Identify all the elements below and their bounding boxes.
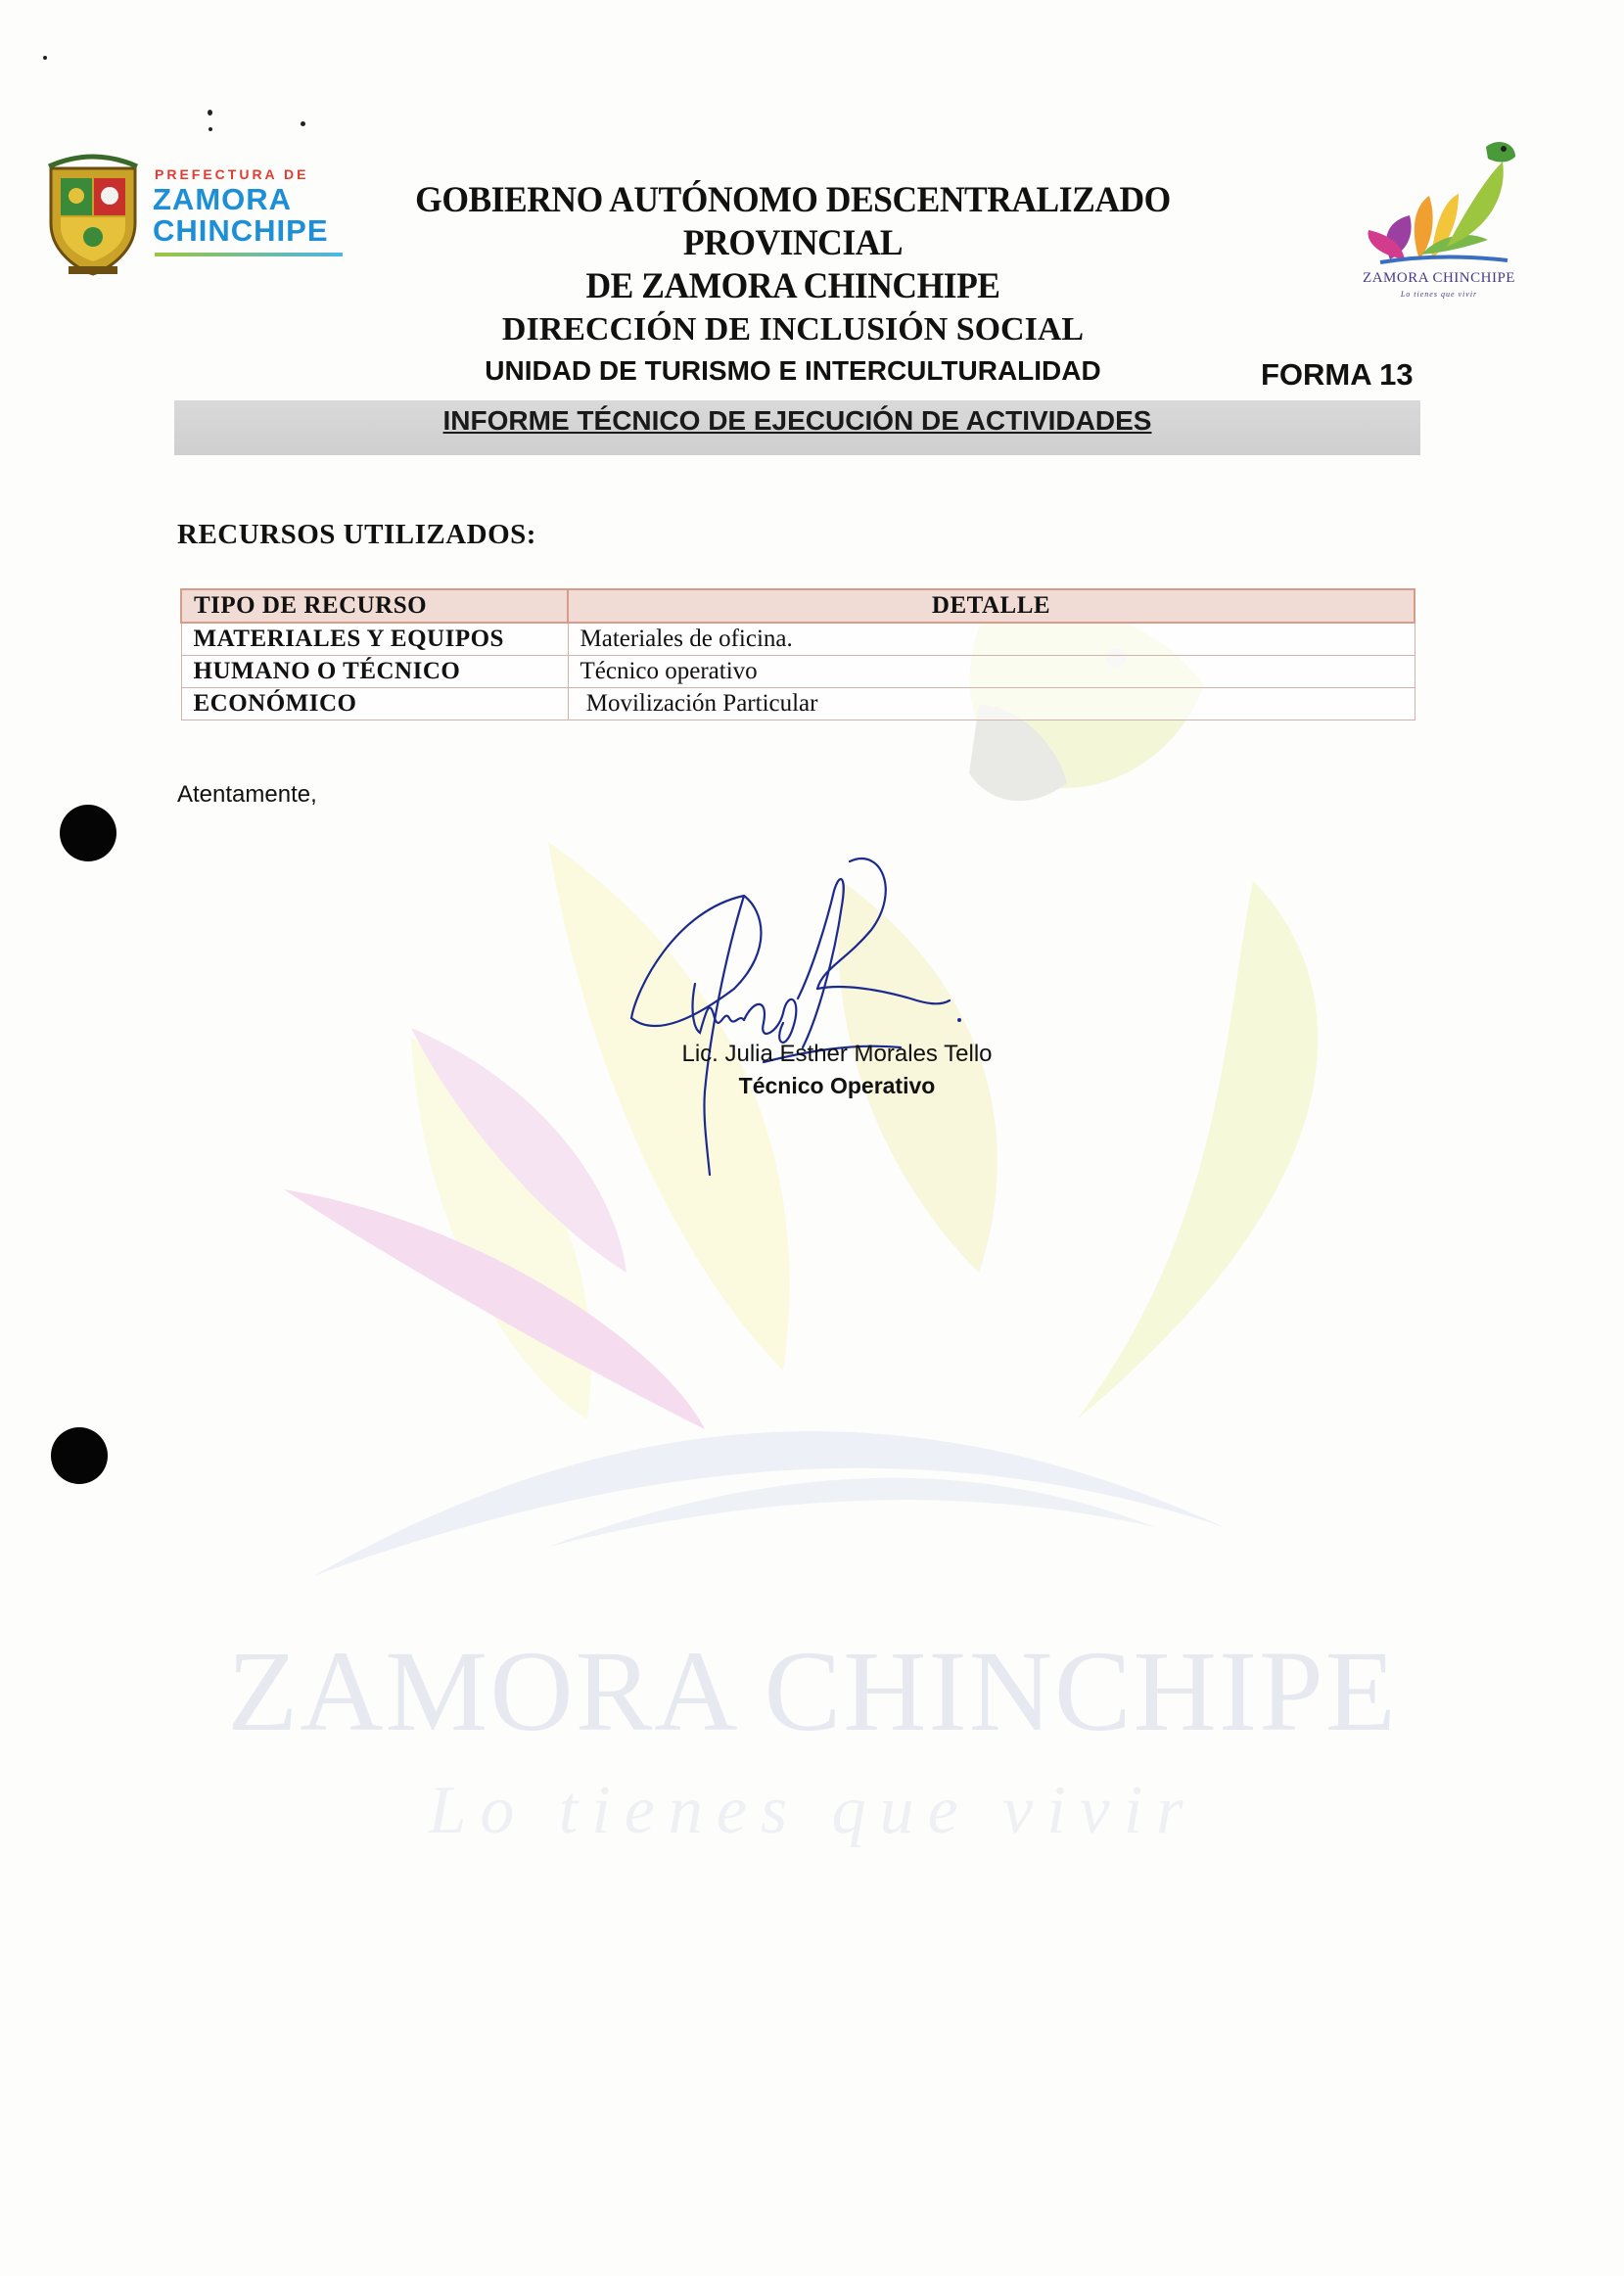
- brand-tagline: Lo tienes que vivir: [1400, 290, 1478, 299]
- resource-type-cell: HUMANO O TÉCNICO: [181, 656, 568, 688]
- form-number: FORMA 13: [1261, 357, 1414, 392]
- prefecture-name-line2: CHINCHIPE: [153, 213, 329, 248]
- brand-name: ZAMORA CHINCHIPE: [1363, 270, 1515, 286]
- coat-of-arms-icon: [39, 147, 147, 279]
- handwritten-signature: [617, 852, 969, 1184]
- resources-heading: RECURSOS UTILIZADOS:: [177, 519, 536, 550]
- table-row: [181, 623, 1415, 656]
- tourism-brand-logo: [1341, 137, 1537, 303]
- watermark-tagline: Lo tienes que vivir: [428, 1773, 1197, 1848]
- column-header-type: TIPO DE RECURSO: [181, 589, 568, 623]
- resource-type-cell: ECONÓMICO: [181, 688, 568, 720]
- table-row: [181, 688, 1415, 720]
- watermark-name: ZAMORA CHINCHIPE: [227, 1627, 1398, 1755]
- directorate-title: DIRECCIÓN DE INCLUSIÓN SOCIAL: [501, 311, 1085, 348]
- unit-title: UNIDAD DE TURISMO E INTERCULTURALIDAD: [485, 355, 1101, 386]
- resource-detail-cell: Técnico operativo: [568, 656, 1415, 688]
- government-line2: DE ZAMORA CHINCHIPE: [585, 266, 1000, 306]
- resource-detail-cell: Materiales de oficina.: [568, 623, 1415, 656]
- document-header: [352, 179, 1233, 391]
- resources-table: [180, 588, 1415, 720]
- scan-speck: [43, 56, 47, 60]
- scan-speck: [208, 110, 212, 116]
- prefecture-name-line1: ZAMORA: [153, 182, 293, 216]
- prefecture-small-label: PREFECTURA DE: [155, 166, 309, 182]
- column-header-detail: DETALLE: [568, 589, 1415, 623]
- government-line1: GOBIERNO AUTÓNOMO DESCENTRALIZADO PROVINCIAL: [415, 180, 1171, 263]
- punch-hole: [51, 1427, 108, 1484]
- report-title-banner: [174, 400, 1420, 455]
- resource-type-cell: MATERIALES Y EQUIPOS: [181, 623, 568, 656]
- table-row: [181, 656, 1415, 688]
- scan-speck: [301, 121, 305, 126]
- scan-speck: [209, 127, 212, 131]
- prefecture-logo: [39, 147, 352, 279]
- prefecture-underline: [155, 253, 343, 256]
- closing-salutation: Atentamente,: [177, 781, 317, 808]
- resource-detail-cell: Movilización Particular: [568, 688, 1415, 720]
- signer-name: Lic. Julia Esther Morales Tello: [681, 1041, 993, 1067]
- report-title: INFORME TÉCNICO DE EJECUCIÓN DE ACTIVIDADES: [442, 405, 1152, 436]
- signer-role: Técnico Operativo: [738, 1073, 936, 1098]
- parrot-leaves-icon: [1361, 137, 1517, 270]
- table-header-row: [181, 589, 1415, 623]
- punch-hole: [60, 805, 116, 861]
